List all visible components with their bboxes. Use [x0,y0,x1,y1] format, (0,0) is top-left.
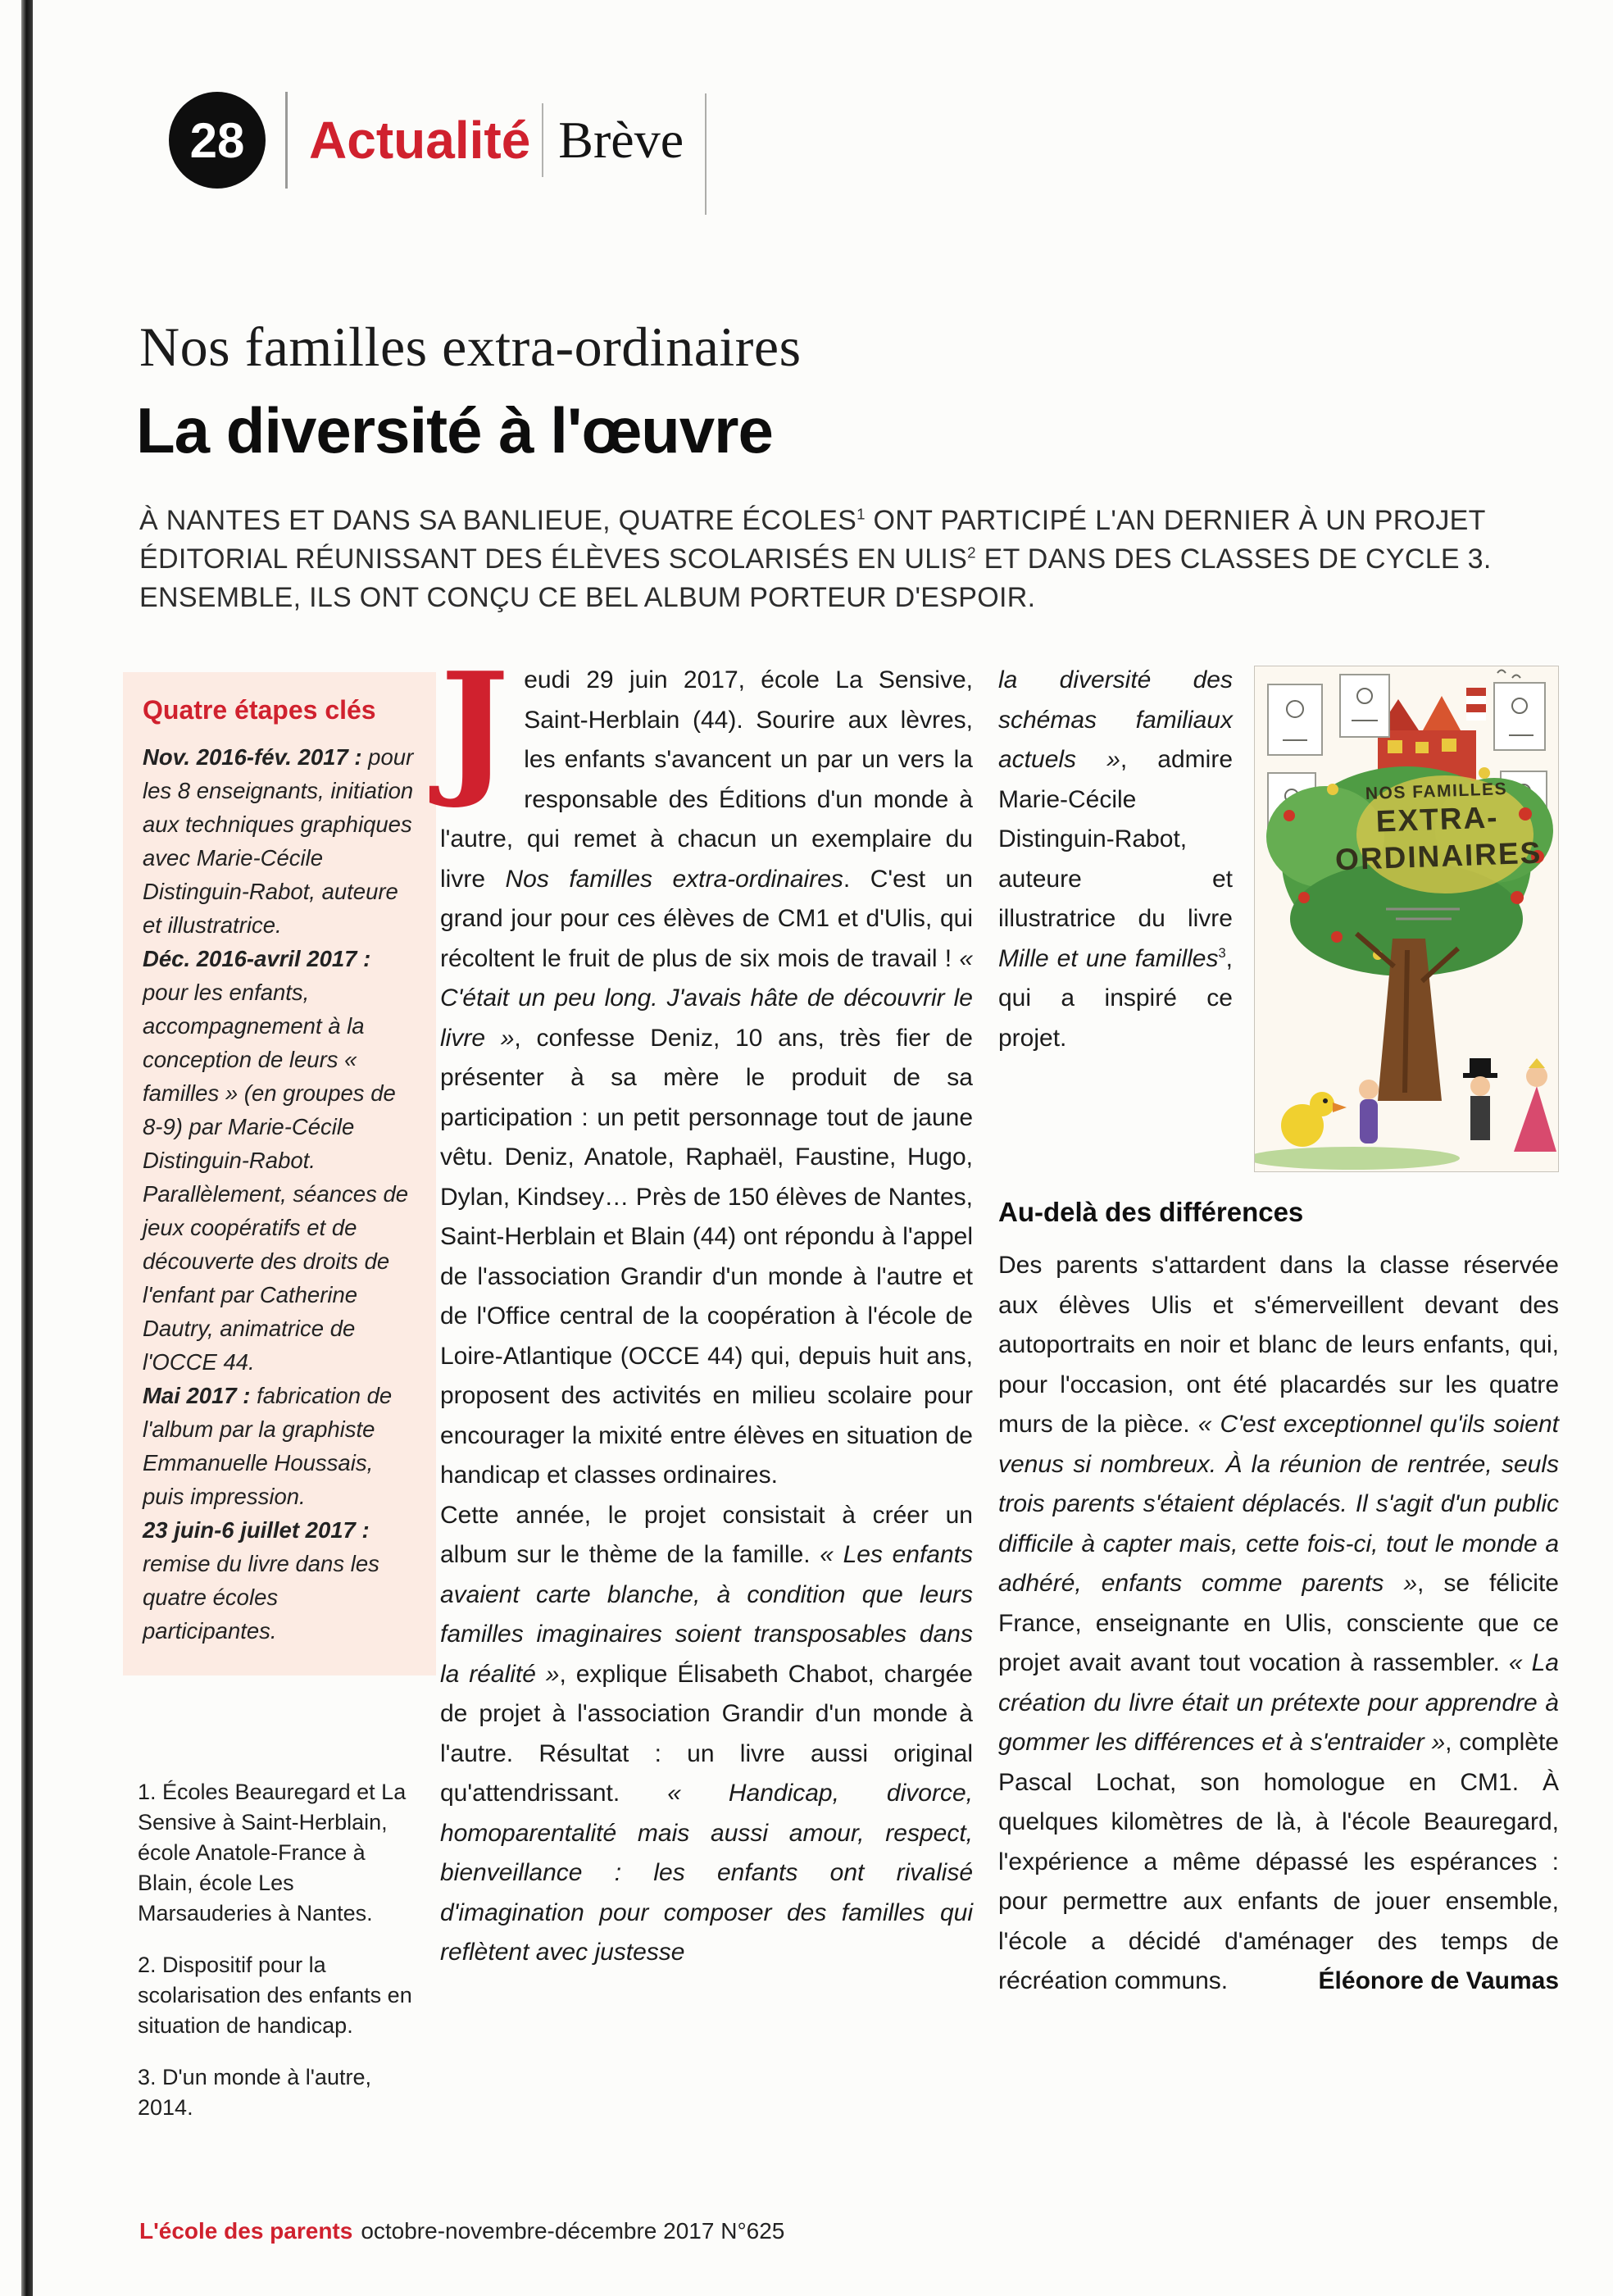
quote: « Les enfants avaient carte blanche, à condition que leurs familles imaginaires soient transposables dans la réalité » [440,1541,974,1688]
sidebar-title: Quatre étapes clés [143,695,376,725]
sidebar-step-text: pour les enfants, accompagnement à la conception de leurs « familles » (en groupes de 8-9) par Marie-Cécile Distinguin-Rabot. Parallèlement, séances de jeux coopératifs et de découverte des droits de l'enfant par Catherine Dautry, animatrice de l'OCCE 44. [143,980,409,1375]
book-title-mention: Mille et une familles [998,944,1219,972]
article-paragraph-1 [440,640,973,1496]
sidebar-step-date: Nov. 2016-fév. 2017 : [143,744,362,770]
article-paragraph-4 [998,1246,1559,2002]
book-title-mention: Nos familles extra-ordinaires [505,865,843,893]
body-text: , confesse Deniz, 10 ans, très fier de présenter à sa mère le produit de sa participation : un petit personnage tout de jaune vêtu. Deniz, Anatole, Raphaël, Faustine, Hugo, Dylan, Kindsey… Près de 150 élèves de Nantes, Saint-Herblain et Blain (44) ont répondu à l'appel de l'association Grandir d'un monde à l'autre et de l'Office central de la coopération à l'école de Loire-Atlantique (OCCE 44) qui, depuis huit ans, proposent des activités en milieu scolaire pour encourager la mixité entre élèves en situation de handicap et classes ordinaires. [440,1024,973,1489]
footnote-1: 1. Écoles Beauregard et La Sensive à Saint-Herblain, école Anatole-France à Blain, école Les Marsauderies à Nantes. [138,1780,407,1925]
section-label: Actualité [309,111,531,170]
sidebar-step-text: pour les 8 enseignants, initiation aux techniques graphiques avec Marie-Cécile Distinguin-Rabot, auteure et illustratrice. [143,744,414,938]
footnote-2: 2. Dispositif pour la scolarisation des enfants en situation de handicap. [138,1953,412,2038]
quote: « La création du livre était un prétexte pour apprendre à gommer les différences et à s'entraider » [998,1649,1559,1756]
page-number-badge [169,92,266,189]
article-subtitle: La diversité à l'œuvre [136,394,773,466]
footnote-ref-3: 3 [1218,945,1226,961]
sidebar-step-date: Mai 2017 : [143,1383,251,1408]
header-divider [285,92,288,189]
standfirst-text: ONT PARTICIPÉ L'AN DERNIER À UN PROJET ÉDITORIAL RÉUNISSANT DES ÉLÈVES SCOLARISÉS EN ULIS [139,505,1486,575]
sidebar-step-text: fabrication de l'album par la graphiste Emmanuelle Houssais, puis impression. [143,1383,393,1509]
body-text: , se félicite France, enseignante en Ulis, consciente que ce projet avait avant tout vocation à rassembler. [998,1570,1559,1676]
byline: Éléonore de Vaumas [1318,1967,1559,1994]
body-text: , explique Élisabeth Chabot, chargée de projet à l'association Grandir d'un monde à l'autre. Résultat : un livre aussi original qu'attendrissant. [440,1660,973,1807]
standfirst-text: À NANTES ET DANS SA BANLIEUE, QUATRE ÉCOLES [139,505,857,536]
footnote-ref-2: 2 [967,543,976,561]
standfirst [139,502,1557,617]
standfirst-text: ET DANS DES CLASSES DE CYCLE 3. ENSEMBLE, ILS ONT CONÇU CE BEL ALBUM PORTEUR D'ESPOIR. [139,543,1492,613]
body-text: , qui a inspiré ce projet. [998,944,1233,1052]
quote: « Handicap, divorce, homoparentalité mais aussi amour, respect, bienveillance : les enfants ont rivalisé d'imagination pour composer des familles qui reflètent avec justesse [440,1780,973,1966]
body-text: , admire Marie-Cécile Distinguin-Rabot, auteure et illustratrice du livre [998,746,1234,932]
sidebar-step [143,1379,416,1513]
quote: « C'est exceptionnel qu'ils soient venus si nombreux. À la réunion de rentrée, seuls trois parents s'étaient déplacés. Il s'agit d'un public difficile à capter mais, cette fois-ci, tout le monde a adhéré, enfants comme parents » [998,1411,1559,1597]
body-text: , complète Pascal Lochat, son homologue en CM1. À quelques kilomètres de là, à l'école Beauregard, l'expérience a même dépassé les espérances : pour permettre aux enfants de jouer ensemble, l'école a décidé d'aménager des temps de récréation communs. [998,1729,1559,1994]
footnote-3: 3. D'un monde à l'autre, 2014. [138,2065,371,2120]
book-cover-title-line: NOS FAMILLES [1365,780,1508,804]
magazine-name: L'école des parents [139,2218,353,2244]
page-header [169,66,707,215]
page-number: 28 [189,112,245,168]
footnote-ref-1: 1 [856,505,866,523]
book-cover-title-line: EXTRA- [1375,800,1500,839]
section-subheading: Au-delà des différences [998,1197,1304,1227]
book-cover-title-line: ORDINAIRES [1334,835,1543,876]
quote: la diversité des schémas familiaux actuels » [998,666,1233,773]
issue-info: octobre-novembre-décembre 2017 N°625 [361,2218,785,2244]
book-cover-image [1254,666,1559,1172]
body-text: . C'est un grand jour pour ces élèves de CM1 et d'Ulis, qui récoltent le fruit de plus de six mois de travail ! [440,865,973,972]
sidebar-step-date: 23 juin-6 juillet 2017 : [143,1517,370,1543]
sidebar-step [143,1513,416,1648]
header-divider [705,93,707,215]
article-column-2 [998,661,1559,2002]
scan-edge-artifact [21,0,33,2296]
article-title: Nos familles extra-ordinaires [139,316,802,378]
sidebar-key-steps [123,672,436,1675]
book-cover-title [1330,778,1545,879]
article-column-1 [440,640,974,1973]
sidebar-step-date: Déc. 2016-avril 2017 : [143,946,371,971]
sidebar-step [143,942,416,1379]
sidebar-step [143,740,416,942]
body-text: Des parents s'attardent dans la classe réservée aux élèves Ulis et s'émerveillent devant des autoportraits en noir et blanc de leurs enfants, qui, pour l'occasion, ont été placardés sur les quatre murs de la pièce. [998,1252,1559,1438]
kicker-label: Brève [558,111,684,169]
book-cover-illustration [1255,666,1558,1171]
sidebar-step-text: remise du livre dans les quatre écoles participantes. [143,1551,379,1644]
body-text: eudi 29 juin 2017, école La Sensive, Saint-Herblain (44). Sourire aux lèvres, les enfants s'avancent un par un vers la responsable des Éditions d'un monde à l'autre, qui remet à chacun un exemplaire du livre [440,666,973,893]
body-text: Cette année, le projet consistait à créer un album sur le thème de la famille. [440,1501,973,1568]
article-paragraph-2 [440,1496,973,1973]
quote: « C'était un peu long. J'avais hâte de découvrir le livre » [440,944,973,1052]
dropcap: J [440,640,510,812]
footnotes [138,1777,418,2144]
header-divider [542,103,543,177]
page-footer [139,2218,784,2244]
